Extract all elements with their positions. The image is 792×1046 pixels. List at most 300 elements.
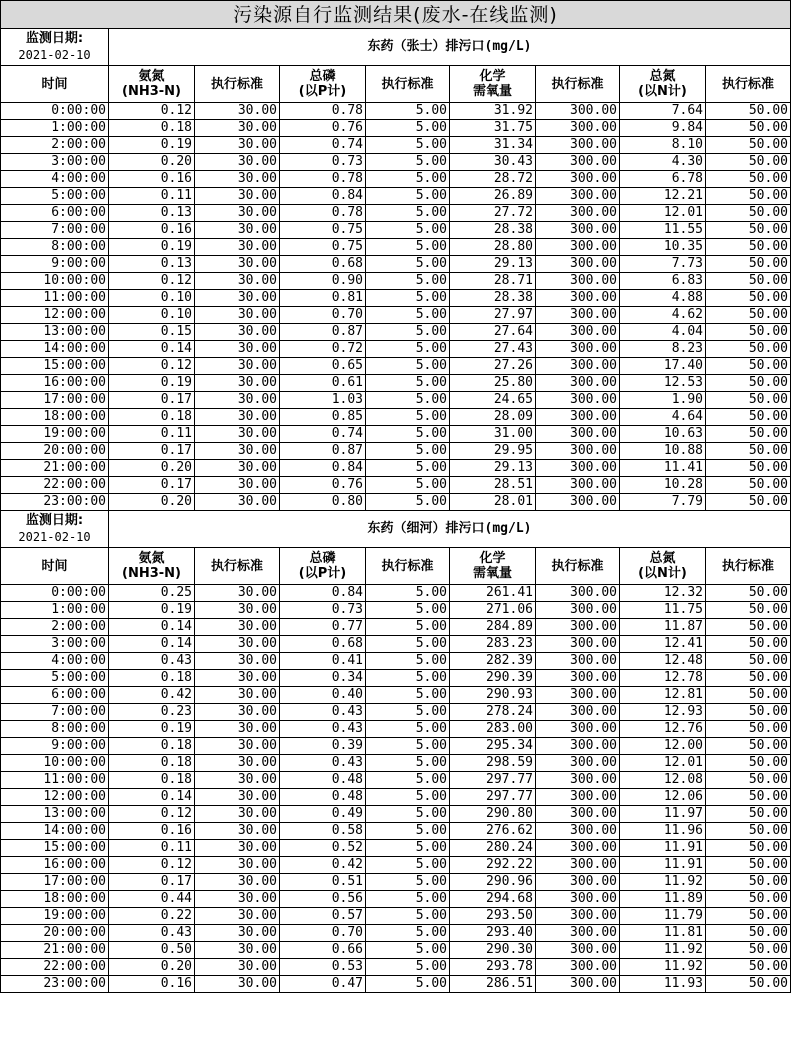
value-cell: 300.00 — [536, 171, 620, 188]
value-cell: 5.00 — [366, 585, 450, 602]
value-cell: 5.00 — [366, 205, 450, 222]
value-cell: 50.00 — [706, 290, 791, 307]
time-cell: 0:00:00 — [1, 585, 109, 602]
value-cell: 50.00 — [706, 959, 791, 976]
value-cell: 11.87 — [620, 619, 706, 636]
value-cell: 5.00 — [366, 602, 450, 619]
value-cell: 0.53 — [280, 959, 366, 976]
time-cell: 12:00:00 — [1, 789, 109, 806]
value-cell: 11.97 — [620, 806, 706, 823]
value-cell: 300.00 — [536, 772, 620, 789]
value-cell: 30.00 — [195, 840, 280, 857]
value-cell: 50.00 — [706, 222, 791, 239]
value-cell: 5.00 — [366, 619, 450, 636]
value-cell: 10.35 — [620, 239, 706, 256]
table-row — [1, 789, 791, 806]
value-cell: 30.00 — [195, 103, 280, 120]
value-cell: 0.84 — [280, 188, 366, 205]
value-cell: 5.00 — [366, 789, 450, 806]
value-cell: 0.66 — [280, 942, 366, 959]
value-cell: 0.77 — [280, 619, 366, 636]
value-cell: 29.95 — [450, 443, 536, 460]
value-cell: 0.11 — [109, 840, 195, 857]
table-row — [1, 670, 791, 687]
value-cell: 292.22 — [450, 857, 536, 874]
time-cell: 18:00:00 — [1, 891, 109, 908]
time-cell: 9:00:00 — [1, 256, 109, 273]
value-cell: 5.00 — [366, 477, 450, 494]
table-row — [1, 120, 791, 137]
value-cell: 50.00 — [706, 704, 791, 721]
value-cell: 12.06 — [620, 789, 706, 806]
value-cell: 50.00 — [706, 976, 791, 993]
value-cell: 50.00 — [706, 755, 791, 772]
value-cell: 30.00 — [195, 205, 280, 222]
value-cell: 282.39 — [450, 653, 536, 670]
section-info-row — [1, 511, 791, 548]
value-cell: 0.12 — [109, 273, 195, 290]
time-cell: 7:00:00 — [1, 222, 109, 239]
value-cell: 29.13 — [450, 460, 536, 477]
value-cell: 0.16 — [109, 222, 195, 239]
value-cell: 5.00 — [366, 239, 450, 256]
value-cell: 50.00 — [706, 823, 791, 840]
value-cell: 5.00 — [366, 670, 450, 687]
column-header: 总氮 (以N计) — [620, 548, 706, 585]
time-cell: 6:00:00 — [1, 687, 109, 704]
value-cell: 12.32 — [620, 585, 706, 602]
value-cell: 300.00 — [536, 823, 620, 840]
value-cell: 29.13 — [450, 256, 536, 273]
time-cell: 10:00:00 — [1, 273, 109, 290]
column-header: 执行标准 — [195, 66, 280, 103]
value-cell: 28.71 — [450, 273, 536, 290]
time-cell: 0:00:00 — [1, 103, 109, 120]
value-cell: 0.43 — [280, 755, 366, 772]
value-cell: 28.01 — [450, 494, 536, 511]
value-cell: 50.00 — [706, 239, 791, 256]
value-cell: 0.52 — [280, 840, 366, 857]
value-cell: 300.00 — [536, 307, 620, 324]
value-cell: 31.75 — [450, 120, 536, 137]
value-cell: 27.72 — [450, 205, 536, 222]
table-row — [1, 585, 791, 602]
value-cell: 280.24 — [450, 840, 536, 857]
value-cell: 28.51 — [450, 477, 536, 494]
title-row — [1, 1, 791, 29]
value-cell: 30.00 — [195, 755, 280, 772]
value-cell: 300.00 — [536, 290, 620, 307]
value-cell: 300.00 — [536, 222, 620, 239]
value-cell: 300.00 — [536, 239, 620, 256]
value-cell: 0.65 — [280, 358, 366, 375]
value-cell: 50.00 — [706, 171, 791, 188]
column-header: 执行标准 — [366, 548, 450, 585]
table-row — [1, 477, 791, 494]
value-cell: 278.24 — [450, 704, 536, 721]
value-cell: 0.85 — [280, 409, 366, 426]
value-cell: 8.23 — [620, 341, 706, 358]
value-cell: 0.84 — [280, 585, 366, 602]
value-cell: 4.64 — [620, 409, 706, 426]
value-cell: 0.17 — [109, 443, 195, 460]
value-cell: 30.00 — [195, 188, 280, 205]
value-cell: 300.00 — [536, 375, 620, 392]
value-cell: 0.18 — [109, 670, 195, 687]
table-row — [1, 959, 791, 976]
time-cell: 16:00:00 — [1, 375, 109, 392]
value-cell: 0.68 — [280, 636, 366, 653]
time-cell: 22:00:00 — [1, 959, 109, 976]
value-cell: 30.00 — [195, 959, 280, 976]
value-cell: 30.00 — [195, 137, 280, 154]
time-cell: 6:00:00 — [1, 205, 109, 222]
value-cell: 0.17 — [109, 392, 195, 409]
column-header: 执行标准 — [366, 66, 450, 103]
value-cell: 30.00 — [195, 925, 280, 942]
value-cell: 297.77 — [450, 772, 536, 789]
value-cell: 31.92 — [450, 103, 536, 120]
value-cell: 0.44 — [109, 891, 195, 908]
value-cell: 271.06 — [450, 602, 536, 619]
value-cell: 300.00 — [536, 908, 620, 925]
value-cell: 283.23 — [450, 636, 536, 653]
table-row — [1, 426, 791, 443]
value-cell: 0.14 — [109, 619, 195, 636]
value-cell: 50.00 — [706, 602, 791, 619]
table-row — [1, 188, 791, 205]
value-cell: 276.62 — [450, 823, 536, 840]
value-cell: 6.78 — [620, 171, 706, 188]
value-cell: 30.00 — [195, 976, 280, 993]
value-cell: 50.00 — [706, 738, 791, 755]
value-cell: 6.83 — [620, 273, 706, 290]
value-cell: 0.23 — [109, 704, 195, 721]
value-cell: 50.00 — [706, 154, 791, 171]
value-cell: 300.00 — [536, 704, 620, 721]
value-cell: 27.26 — [450, 358, 536, 375]
value-cell: 5.00 — [366, 908, 450, 925]
value-cell: 5.00 — [366, 976, 450, 993]
value-cell: 0.78 — [280, 205, 366, 222]
value-cell: 5.00 — [366, 273, 450, 290]
value-cell: 5.00 — [366, 806, 450, 823]
value-cell: 0.61 — [280, 375, 366, 392]
value-cell: 0.17 — [109, 874, 195, 891]
column-header: 执行标准 — [706, 548, 791, 585]
value-cell: 5.00 — [366, 256, 450, 273]
value-cell: 0.17 — [109, 477, 195, 494]
value-cell: 0.87 — [280, 324, 366, 341]
value-cell: 261.41 — [450, 585, 536, 602]
value-cell: 0.78 — [280, 171, 366, 188]
value-cell: 5.00 — [366, 171, 450, 188]
value-cell: 5.00 — [366, 409, 450, 426]
table-row — [1, 222, 791, 239]
value-cell: 0.72 — [280, 341, 366, 358]
value-cell: 0.15 — [109, 324, 195, 341]
value-cell: 0.16 — [109, 976, 195, 993]
table-row — [1, 823, 791, 840]
value-cell: 0.19 — [109, 602, 195, 619]
time-cell: 16:00:00 — [1, 857, 109, 874]
time-cell: 8:00:00 — [1, 239, 109, 256]
value-cell: 0.14 — [109, 789, 195, 806]
value-cell: 11.92 — [620, 874, 706, 891]
value-cell: 30.00 — [195, 602, 280, 619]
value-cell: 31.34 — [450, 137, 536, 154]
table-row — [1, 358, 791, 375]
time-cell: 3:00:00 — [1, 154, 109, 171]
value-cell: 0.43 — [109, 925, 195, 942]
time-cell: 20:00:00 — [1, 443, 109, 460]
value-cell: 50.00 — [706, 891, 791, 908]
value-cell: 5.00 — [366, 341, 450, 358]
value-cell: 300.00 — [536, 959, 620, 976]
table-row — [1, 772, 791, 789]
value-cell: 0.48 — [280, 772, 366, 789]
value-cell: 0.78 — [280, 103, 366, 120]
time-cell: 14:00:00 — [1, 341, 109, 358]
value-cell: 30.00 — [195, 908, 280, 925]
value-cell: 5.00 — [366, 891, 450, 908]
value-cell: 300.00 — [536, 738, 620, 755]
value-cell: 7.73 — [620, 256, 706, 273]
value-cell: 30.00 — [195, 653, 280, 670]
table-row — [1, 205, 791, 222]
value-cell: 300.00 — [536, 840, 620, 857]
value-cell: 300.00 — [536, 256, 620, 273]
value-cell: 0.18 — [109, 409, 195, 426]
value-cell: 24.65 — [450, 392, 536, 409]
time-cell: 12:00:00 — [1, 307, 109, 324]
value-cell: 0.20 — [109, 959, 195, 976]
value-cell: 0.16 — [109, 171, 195, 188]
time-cell: 4:00:00 — [1, 653, 109, 670]
value-cell: 0.12 — [109, 358, 195, 375]
value-cell: 300.00 — [536, 874, 620, 891]
value-cell: 290.80 — [450, 806, 536, 823]
value-cell: 5.00 — [366, 120, 450, 137]
value-cell: 300.00 — [536, 341, 620, 358]
value-cell: 30.00 — [195, 721, 280, 738]
column-header: 总磷 (以P计) — [280, 548, 366, 585]
table-row — [1, 687, 791, 704]
time-cell: 13:00:00 — [1, 806, 109, 823]
value-cell: 0.19 — [109, 239, 195, 256]
value-cell: 30.00 — [195, 857, 280, 874]
time-cell: 21:00:00 — [1, 942, 109, 959]
value-cell: 11.92 — [620, 942, 706, 959]
value-cell: 30.00 — [195, 942, 280, 959]
value-cell: 30.00 — [195, 823, 280, 840]
value-cell: 30.00 — [195, 290, 280, 307]
value-cell: 10.63 — [620, 426, 706, 443]
value-cell: 30.00 — [195, 772, 280, 789]
value-cell: 5.00 — [366, 426, 450, 443]
table-row — [1, 494, 791, 511]
value-cell: 5.00 — [366, 755, 450, 772]
value-cell: 50.00 — [706, 460, 791, 477]
report-title: 污染源自行监测结果(废水-在线监测) — [1, 1, 791, 29]
value-cell: 12.41 — [620, 636, 706, 653]
value-cell: 300.00 — [536, 409, 620, 426]
value-cell: 0.50 — [109, 942, 195, 959]
value-cell: 11.75 — [620, 602, 706, 619]
value-cell: 300.00 — [536, 120, 620, 137]
monitoring-date-value: 2021-02-10 — [18, 48, 91, 62]
table-row — [1, 636, 791, 653]
value-cell: 30.00 — [195, 619, 280, 636]
time-cell: 18:00:00 — [1, 409, 109, 426]
column-header: 时间 — [1, 66, 109, 103]
value-cell: 50.00 — [706, 857, 791, 874]
table-row — [1, 137, 791, 154]
value-cell: 30.00 — [195, 891, 280, 908]
section-info-row — [1, 29, 791, 66]
value-cell: 297.77 — [450, 789, 536, 806]
value-cell: 30.00 — [195, 636, 280, 653]
value-cell: 0.39 — [280, 738, 366, 755]
value-cell: 1.90 — [620, 392, 706, 409]
value-cell: 50.00 — [706, 636, 791, 653]
value-cell: 0.13 — [109, 256, 195, 273]
value-cell: 5.00 — [366, 392, 450, 409]
value-cell: 50.00 — [706, 789, 791, 806]
value-cell: 0.76 — [280, 120, 366, 137]
value-cell: 11.93 — [620, 976, 706, 993]
value-cell: 0.51 — [280, 874, 366, 891]
time-cell: 2:00:00 — [1, 619, 109, 636]
value-cell: 30.00 — [195, 460, 280, 477]
value-cell: 50.00 — [706, 443, 791, 460]
value-cell: 26.89 — [450, 188, 536, 205]
value-cell: 0.42 — [109, 687, 195, 704]
value-cell: 293.78 — [450, 959, 536, 976]
value-cell: 5.00 — [366, 704, 450, 721]
value-cell: 30.00 — [195, 426, 280, 443]
table-row — [1, 154, 791, 171]
time-cell: 13:00:00 — [1, 324, 109, 341]
time-cell: 2:00:00 — [1, 137, 109, 154]
value-cell: 4.88 — [620, 290, 706, 307]
value-cell: 300.00 — [536, 273, 620, 290]
value-cell: 11.89 — [620, 891, 706, 908]
table-row — [1, 460, 791, 477]
value-cell: 12.21 — [620, 188, 706, 205]
column-header: 总氮 (以N计) — [620, 66, 706, 103]
column-header-row — [1, 548, 791, 585]
value-cell: 5.00 — [366, 154, 450, 171]
value-cell: 5.00 — [366, 823, 450, 840]
time-cell: 3:00:00 — [1, 636, 109, 653]
value-cell: 0.43 — [280, 721, 366, 738]
value-cell: 30.00 — [195, 273, 280, 290]
value-cell: 300.00 — [536, 585, 620, 602]
time-cell: 1:00:00 — [1, 602, 109, 619]
value-cell: 11.96 — [620, 823, 706, 840]
value-cell: 0.12 — [109, 857, 195, 874]
time-cell: 5:00:00 — [1, 670, 109, 687]
value-cell: 12.08 — [620, 772, 706, 789]
value-cell: 50.00 — [706, 324, 791, 341]
value-cell: 5.00 — [366, 959, 450, 976]
table-row — [1, 273, 791, 290]
value-cell: 300.00 — [536, 789, 620, 806]
value-cell: 5.00 — [366, 443, 450, 460]
table-row — [1, 324, 791, 341]
value-cell: 5.00 — [366, 738, 450, 755]
value-cell: 0.75 — [280, 222, 366, 239]
table-row — [1, 891, 791, 908]
value-cell: 4.04 — [620, 324, 706, 341]
column-header: 化学 需氧量 — [450, 66, 536, 103]
value-cell: 300.00 — [536, 670, 620, 687]
time-cell: 19:00:00 — [1, 908, 109, 925]
column-header: 执行标准 — [706, 66, 791, 103]
value-cell: 50.00 — [706, 188, 791, 205]
time-cell: 15:00:00 — [1, 358, 109, 375]
value-cell: 0.43 — [280, 704, 366, 721]
value-cell: 300.00 — [536, 188, 620, 205]
table-row — [1, 976, 791, 993]
monitoring-date-label: 监测日期: — [25, 513, 84, 528]
time-cell: 23:00:00 — [1, 976, 109, 993]
value-cell: 5.00 — [366, 103, 450, 120]
value-cell: 0.19 — [109, 721, 195, 738]
value-cell: 8.10 — [620, 137, 706, 154]
time-cell: 14:00:00 — [1, 823, 109, 840]
value-cell: 30.00 — [195, 222, 280, 239]
value-cell: 30.00 — [195, 789, 280, 806]
time-cell: 17:00:00 — [1, 874, 109, 891]
value-cell: 50.00 — [706, 874, 791, 891]
value-cell: 10.88 — [620, 443, 706, 460]
value-cell: 300.00 — [536, 137, 620, 154]
value-cell: 300.00 — [536, 358, 620, 375]
time-cell: 8:00:00 — [1, 721, 109, 738]
table-row — [1, 307, 791, 324]
value-cell: 4.30 — [620, 154, 706, 171]
value-cell: 290.96 — [450, 874, 536, 891]
value-cell: 0.20 — [109, 154, 195, 171]
value-cell: 50.00 — [706, 477, 791, 494]
value-cell: 0.14 — [109, 341, 195, 358]
value-cell: 5.00 — [366, 636, 450, 653]
value-cell: 11.91 — [620, 857, 706, 874]
monitoring-date-label: 监测日期: — [25, 31, 84, 46]
value-cell: 30.00 — [195, 358, 280, 375]
value-cell: 50.00 — [706, 137, 791, 154]
value-cell: 294.68 — [450, 891, 536, 908]
value-cell: 293.40 — [450, 925, 536, 942]
value-cell: 0.84 — [280, 460, 366, 477]
value-cell: 28.09 — [450, 409, 536, 426]
value-cell: 0.76 — [280, 477, 366, 494]
value-cell: 30.00 — [195, 687, 280, 704]
value-cell: 28.38 — [450, 222, 536, 239]
value-cell: 30.00 — [195, 494, 280, 511]
value-cell: 5.00 — [366, 653, 450, 670]
value-cell: 12.76 — [620, 721, 706, 738]
time-cell: 9:00:00 — [1, 738, 109, 755]
value-cell: 0.47 — [280, 976, 366, 993]
value-cell: 300.00 — [536, 942, 620, 959]
value-cell: 300.00 — [536, 755, 620, 772]
value-cell: 5.00 — [366, 772, 450, 789]
value-cell: 300.00 — [536, 891, 620, 908]
value-cell: 9.84 — [620, 120, 706, 137]
